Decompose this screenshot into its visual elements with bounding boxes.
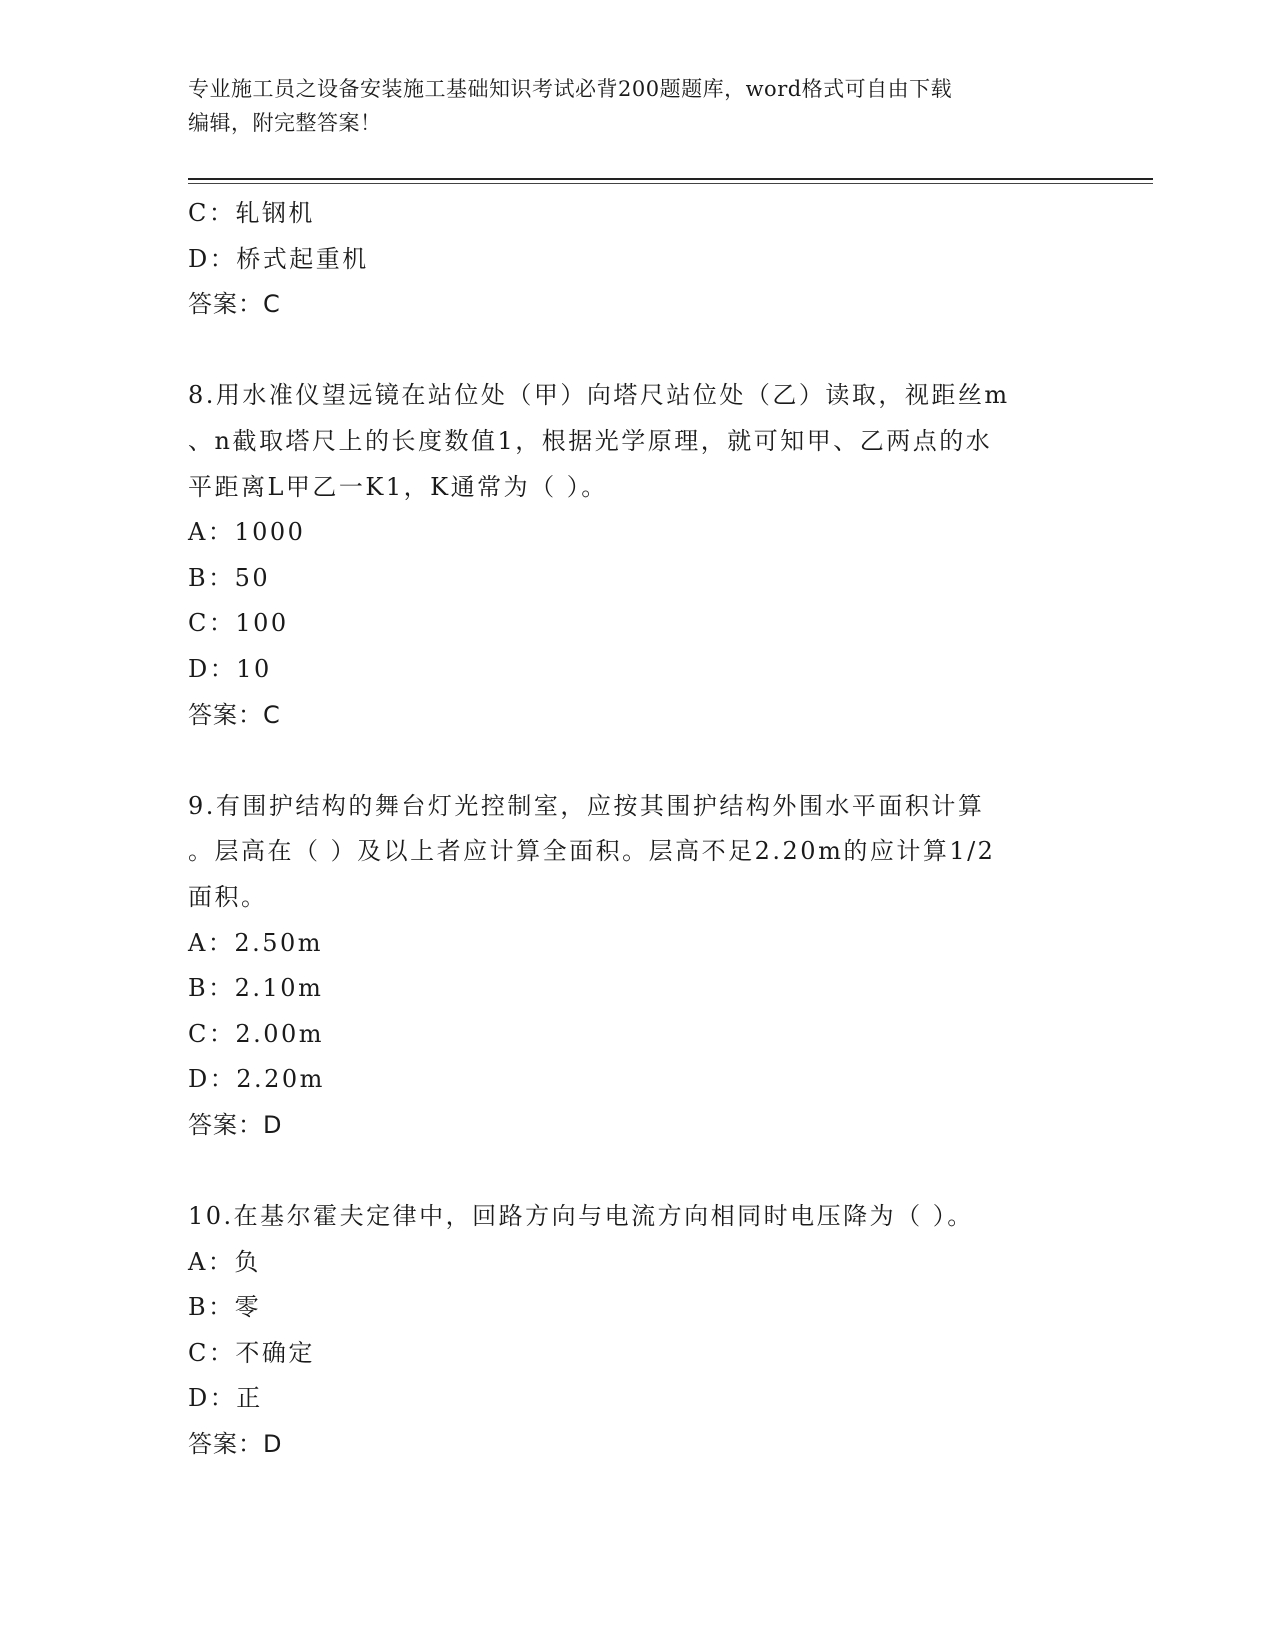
question-stem-line: 8.用水准仪望远镜在站位处（甲）向塔尺站位处（乙）读取，视距丝m xyxy=(188,381,1010,410)
option-b: B：50 xyxy=(188,563,271,592)
answer-line: 答案：D xyxy=(188,1110,283,1139)
answer-line: 答案：C xyxy=(188,700,281,729)
question-9 xyxy=(188,784,1088,1149)
spacer xyxy=(188,738,1088,784)
option-c: C：不确定 xyxy=(188,1338,315,1367)
question-list xyxy=(188,191,1088,1468)
option-b: B：零 xyxy=(188,1293,262,1322)
spacer xyxy=(188,1148,1088,1194)
question-8 xyxy=(188,373,1088,738)
header-title-line-1: 专业施工员之设备安装施工基础知识考试必背200题题库，word格式可自由下载 xyxy=(188,77,953,101)
spacer xyxy=(188,328,1088,374)
answer-line: 答案：C xyxy=(188,290,281,319)
header-divider-thick xyxy=(188,178,1153,180)
question-stem-line: 9.有围护结构的舞台灯光控制室，应按其围护结构外围水平面积计算 xyxy=(188,791,985,820)
option-c: C：2.00m xyxy=(188,1019,325,1048)
option-d: D：桥式起重机 xyxy=(188,244,369,273)
question-stem-line: 。层高在（ ）及以上者应计算全面积。层高不足2.20m的应计算1/2 xyxy=(188,837,996,866)
option-c: C：轧钢机 xyxy=(188,199,315,227)
answer-line: 答案：D xyxy=(188,1430,283,1459)
question-7-continued xyxy=(188,191,1088,328)
option-d: D：10 xyxy=(188,654,272,683)
question-10 xyxy=(188,1194,1088,1468)
document-header xyxy=(188,72,1088,140)
option-b: B：2.10m xyxy=(188,974,324,1003)
option-a: A：负 xyxy=(188,1247,261,1276)
question-stem-line: 面积。 xyxy=(188,882,268,911)
option-c: C：100 xyxy=(188,609,289,638)
option-d: D：正 xyxy=(188,1384,263,1413)
question-stem-line: 、n截取塔尺上的长度数值1，根据光学原理，就可知甲、乙两点的水 xyxy=(188,426,993,455)
option-a: A：2.50m xyxy=(188,928,324,957)
header-divider-thin xyxy=(188,183,1153,184)
question-stem-line: 平距离L甲乙一K1，K通常为（ ）。 xyxy=(188,472,608,501)
question-stem-line: 10.在基尔霍夫定律中，回路方向与电流方向相同时电压降为（ ）。 xyxy=(188,1202,974,1231)
option-a: A：1000 xyxy=(188,518,306,547)
option-d: D：2.20m xyxy=(188,1065,325,1094)
header-title-line-2: 编辑，附完整答案！ xyxy=(188,111,382,135)
